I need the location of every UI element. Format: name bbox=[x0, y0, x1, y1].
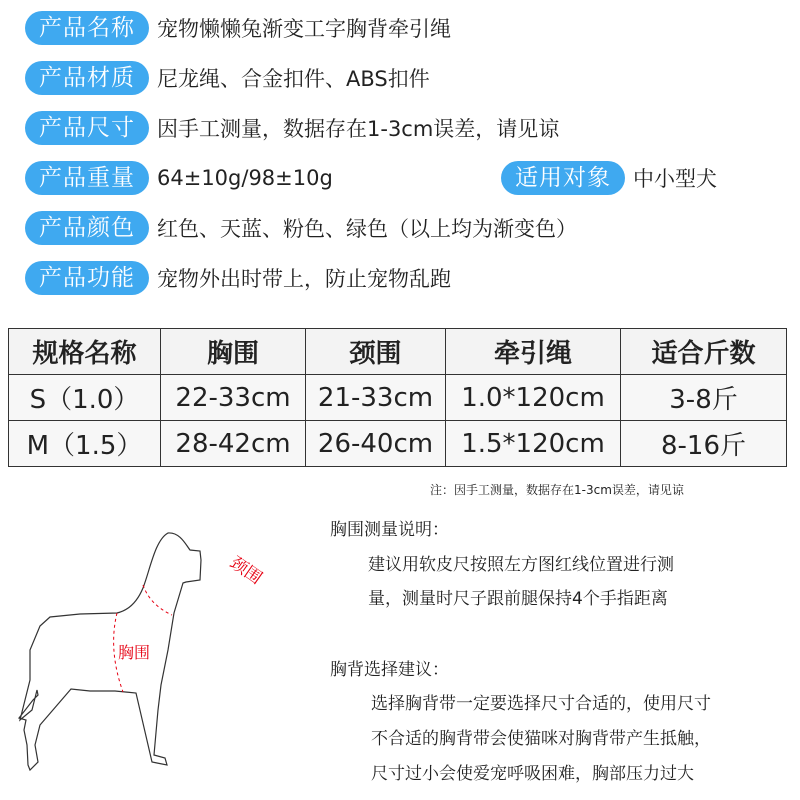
neck-label: 颈围 bbox=[226, 552, 266, 589]
spec-row-function bbox=[25, 261, 451, 295]
table-header: 规格名称 bbox=[9, 329, 161, 375]
table-row bbox=[9, 375, 787, 421]
spec-value: 因手工测量，数据存在1-3cm误差，请见谅 bbox=[157, 117, 560, 141]
table-cell: 1.0*120cm bbox=[446, 375, 621, 421]
advice-line: 选择胸背带一定要选择尺寸合适的，使用尺寸 bbox=[371, 694, 711, 714]
spec-label: 产品尺寸 bbox=[25, 111, 149, 145]
measurement-note: 注：因手工测量，数据存在1-3cm误差，请见谅 bbox=[430, 483, 684, 497]
table-cell: S（1.0） bbox=[9, 375, 161, 421]
advice-title: 胸背选择建议： bbox=[330, 660, 449, 680]
table-cell: 22-33cm bbox=[161, 375, 306, 421]
spec-label: 产品名称 bbox=[25, 11, 149, 45]
spec-value: 中小型犬 bbox=[633, 167, 717, 191]
spec-value: 尼龙绳、合金扣件、ABS扣件 bbox=[157, 67, 430, 91]
table-header: 胸围 bbox=[161, 329, 306, 375]
table-header: 适合斤数 bbox=[621, 329, 787, 375]
spec-value: 64±10g/98±10g bbox=[157, 166, 333, 190]
dog-diagram bbox=[0, 500, 320, 800]
spec-row-weight bbox=[25, 161, 333, 195]
spec-label: 产品功能 bbox=[25, 261, 149, 295]
advice-line: 不合适的胸背带会使猫咪对胸背带产生抵触， bbox=[371, 729, 711, 749]
spec-value: 红色、天蓝、粉色、绿色（以上均为渐变色） bbox=[157, 217, 577, 241]
spec-label: 产品材质 bbox=[25, 61, 149, 95]
table-cell: 8-16斤 bbox=[621, 421, 787, 467]
measure-title: 胸围测量说明： bbox=[330, 520, 449, 540]
table-cell: 3-8斤 bbox=[621, 375, 787, 421]
measure-line: 量，测量时尺子跟前腿保持4个手指距离 bbox=[368, 589, 668, 609]
measure-line: 建议用软皮尺按照左方图红线位置进行测 bbox=[368, 555, 674, 575]
table-header-row bbox=[9, 329, 787, 375]
neck-measure-line bbox=[143, 585, 172, 615]
spec-label: 产品重量 bbox=[25, 161, 149, 195]
dog-outline bbox=[19, 533, 201, 770]
table-header: 牵引绳 bbox=[446, 329, 621, 375]
table-cell: 26-40cm bbox=[306, 421, 446, 467]
table-row bbox=[9, 421, 787, 467]
advice-line: 尺寸过小会使爱宠呼吸困难，胸部压力过大 bbox=[371, 764, 694, 784]
table-cell: 21-33cm bbox=[306, 375, 446, 421]
spec-row-target bbox=[501, 161, 717, 195]
spec-row-size bbox=[25, 111, 559, 145]
spec-row-name bbox=[25, 11, 451, 45]
spec-row-color bbox=[25, 211, 577, 245]
table-header: 颈围 bbox=[306, 329, 446, 375]
table-cell: M（1.5） bbox=[9, 421, 161, 467]
size-table bbox=[8, 328, 787, 467]
spec-value: 宠物懒懒兔渐变工字胸背牵引绳 bbox=[157, 17, 451, 41]
spec-label: 产品颜色 bbox=[25, 211, 149, 245]
spec-value: 宠物外出时带上，防止宠物乱跑 bbox=[157, 267, 451, 291]
spec-label: 适用对象 bbox=[501, 161, 625, 195]
table-cell: 1.5*120cm bbox=[446, 421, 621, 467]
spec-row-material bbox=[25, 61, 430, 95]
chest-label: 胸围 bbox=[118, 643, 151, 662]
table-cell: 28-42cm bbox=[161, 421, 306, 467]
